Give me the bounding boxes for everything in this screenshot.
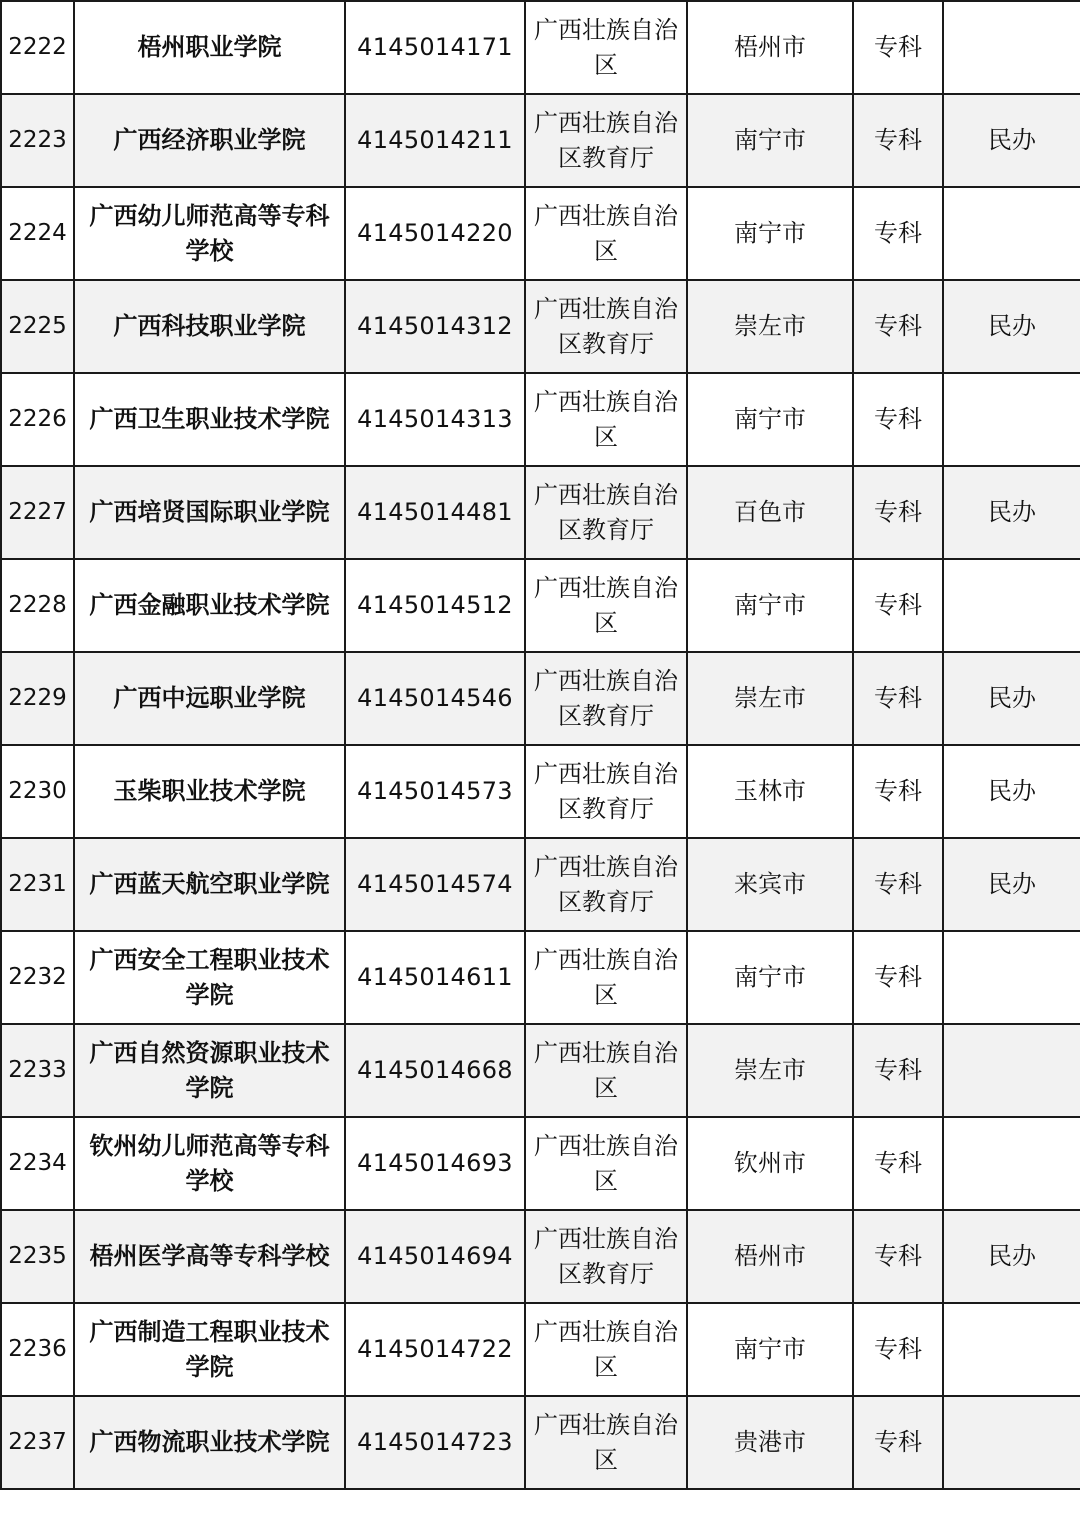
row-number-cell: 2233 (1, 1024, 74, 1117)
governing-department-cell: 广西壮族自治区教育厅 (525, 94, 687, 187)
row-number-cell: 2225 (1, 280, 74, 373)
school-name-cell: 广西制造工程职业技术学院 (74, 1303, 345, 1396)
school-code-cell: 4145014574 (345, 838, 525, 931)
governing-department-cell: 广西壮族自治区教育厅 (525, 652, 687, 745)
remark-cell (943, 373, 1080, 466)
governing-department-cell: 广西壮族自治区 (525, 1396, 687, 1489)
governing-department-cell: 广西壮族自治区教育厅 (525, 838, 687, 931)
row-number-cell: 2237 (1, 1396, 74, 1489)
school-name-cell: 梧州职业学院 (74, 1, 345, 94)
education-level-cell: 专科 (853, 559, 943, 652)
city-cell: 南宁市 (687, 559, 853, 652)
school-code-cell: 4145014723 (345, 1396, 525, 1489)
school-code-cell: 4145014512 (345, 559, 525, 652)
school-name-cell: 广西自然资源职业技术学院 (74, 1024, 345, 1117)
governing-department-cell: 广西壮族自治区 (525, 373, 687, 466)
remark-cell: 民办 (943, 1210, 1080, 1303)
table-row (1, 745, 1080, 838)
school-code-cell: 4145014211 (345, 94, 525, 187)
school-name-cell: 广西科技职业学院 (74, 280, 345, 373)
city-cell: 南宁市 (687, 931, 853, 1024)
row-number-cell: 2222 (1, 1, 74, 94)
city-cell: 南宁市 (687, 1303, 853, 1396)
governing-department-cell: 广西壮族自治区 (525, 559, 687, 652)
governing-department-cell: 广西壮族自治区教育厅 (525, 745, 687, 838)
education-level-cell: 专科 (853, 1303, 943, 1396)
table-row (1, 94, 1080, 187)
school-code-cell: 4145014573 (345, 745, 525, 838)
governing-department-cell: 广西壮族自治区 (525, 1, 687, 94)
city-cell: 梧州市 (687, 1, 853, 94)
governing-department-cell: 广西壮族自治区教育厅 (525, 466, 687, 559)
governing-department-cell: 广西壮族自治区 (525, 1024, 687, 1117)
school-code-cell: 4145014481 (345, 466, 525, 559)
school-name-cell: 广西卫生职业技术学院 (74, 373, 345, 466)
city-cell: 崇左市 (687, 280, 853, 373)
table-row (1, 1396, 1080, 1489)
education-level-cell: 专科 (853, 838, 943, 931)
school-code-cell: 4145014611 (345, 931, 525, 1024)
row-number-cell: 2235 (1, 1210, 74, 1303)
city-cell: 贵港市 (687, 1396, 853, 1489)
remark-cell: 民办 (943, 838, 1080, 931)
row-number-cell: 2227 (1, 466, 74, 559)
school-name-cell: 广西培贤国际职业学院 (74, 466, 345, 559)
governing-department-cell: 广西壮族自治区 (525, 931, 687, 1024)
table-row (1, 373, 1080, 466)
school-code-cell: 4145014693 (345, 1117, 525, 1210)
education-level-cell: 专科 (853, 1, 943, 94)
table-row (1, 652, 1080, 745)
school-name-cell: 广西经济职业学院 (74, 94, 345, 187)
school-name-cell: 广西物流职业技术学院 (74, 1396, 345, 1489)
remark-cell: 民办 (943, 94, 1080, 187)
remark-cell (943, 559, 1080, 652)
row-number-cell: 2228 (1, 559, 74, 652)
education-level-cell: 专科 (853, 1396, 943, 1489)
table-body (1, 1, 1080, 1489)
city-cell: 来宾市 (687, 838, 853, 931)
row-number-cell: 2231 (1, 838, 74, 931)
school-name-cell: 广西蓝天航空职业学院 (74, 838, 345, 931)
table-row (1, 931, 1080, 1024)
school-name-cell: 玉柴职业技术学院 (74, 745, 345, 838)
remark-cell (943, 1117, 1080, 1210)
education-level-cell: 专科 (853, 280, 943, 373)
education-level-cell: 专科 (853, 94, 943, 187)
row-number-cell: 2229 (1, 652, 74, 745)
row-number-cell: 2224 (1, 187, 74, 280)
city-cell: 南宁市 (687, 373, 853, 466)
education-level-cell: 专科 (853, 745, 943, 838)
row-number-cell: 2236 (1, 1303, 74, 1396)
school-name-cell: 广西幼儿师范高等专科学校 (74, 187, 345, 280)
education-level-cell: 专科 (853, 1117, 943, 1210)
education-level-cell: 专科 (853, 1024, 943, 1117)
education-level-cell: 专科 (853, 1210, 943, 1303)
governing-department-cell: 广西壮族自治区 (525, 187, 687, 280)
city-cell: 南宁市 (687, 187, 853, 280)
city-cell: 钦州市 (687, 1117, 853, 1210)
table-row (1, 1303, 1080, 1396)
city-cell: 百色市 (687, 466, 853, 559)
remark-cell (943, 1, 1080, 94)
table-row (1, 280, 1080, 373)
table-row (1, 1210, 1080, 1303)
remark-cell: 民办 (943, 652, 1080, 745)
education-level-cell: 专科 (853, 652, 943, 745)
school-code-cell: 4145014313 (345, 373, 525, 466)
table-row (1, 466, 1080, 559)
city-cell: 崇左市 (687, 652, 853, 745)
school-name-cell: 广西金融职业技术学院 (74, 559, 345, 652)
row-number-cell: 2223 (1, 94, 74, 187)
remark-cell: 民办 (943, 745, 1080, 838)
table-row (1, 187, 1080, 280)
city-cell: 崇左市 (687, 1024, 853, 1117)
school-code-cell: 4145014668 (345, 1024, 525, 1117)
city-cell: 玉林市 (687, 745, 853, 838)
row-number-cell: 2230 (1, 745, 74, 838)
table-row (1, 559, 1080, 652)
table-row (1, 1, 1080, 94)
school-code-cell: 4145014546 (345, 652, 525, 745)
table-row (1, 1024, 1080, 1117)
remark-cell (943, 1396, 1080, 1489)
governing-department-cell: 广西壮族自治区教育厅 (525, 280, 687, 373)
education-level-cell: 专科 (853, 466, 943, 559)
governing-department-cell: 广西壮族自治区 (525, 1117, 687, 1210)
remark-cell (943, 187, 1080, 280)
education-level-cell: 专科 (853, 373, 943, 466)
school-code-cell: 4145014171 (345, 1, 525, 94)
city-cell: 梧州市 (687, 1210, 853, 1303)
school-code-cell: 4145014312 (345, 280, 525, 373)
school-name-cell: 钦州幼儿师范高等专科学校 (74, 1117, 345, 1210)
remark-cell (943, 1024, 1080, 1117)
table-row (1, 1117, 1080, 1210)
row-number-cell: 2226 (1, 373, 74, 466)
school-code-cell: 4145014722 (345, 1303, 525, 1396)
row-number-cell: 2232 (1, 931, 74, 1024)
remark-cell (943, 1303, 1080, 1396)
education-level-cell: 专科 (853, 931, 943, 1024)
education-level-cell: 专科 (853, 187, 943, 280)
table-row (1, 838, 1080, 931)
governing-department-cell: 广西壮族自治区 (525, 1303, 687, 1396)
school-name-cell: 广西安全工程职业技术学院 (74, 931, 345, 1024)
school-name-cell: 梧州医学高等专科学校 (74, 1210, 345, 1303)
row-number-cell: 2234 (1, 1117, 74, 1210)
remark-cell: 民办 (943, 280, 1080, 373)
remark-cell (943, 931, 1080, 1024)
school-code-cell: 4145014220 (345, 187, 525, 280)
school-code-cell: 4145014694 (345, 1210, 525, 1303)
remark-cell: 民办 (943, 466, 1080, 559)
governing-department-cell: 广西壮族自治区教育厅 (525, 1210, 687, 1303)
city-cell: 南宁市 (687, 94, 853, 187)
school-name-cell: 广西中远职业学院 (74, 652, 345, 745)
